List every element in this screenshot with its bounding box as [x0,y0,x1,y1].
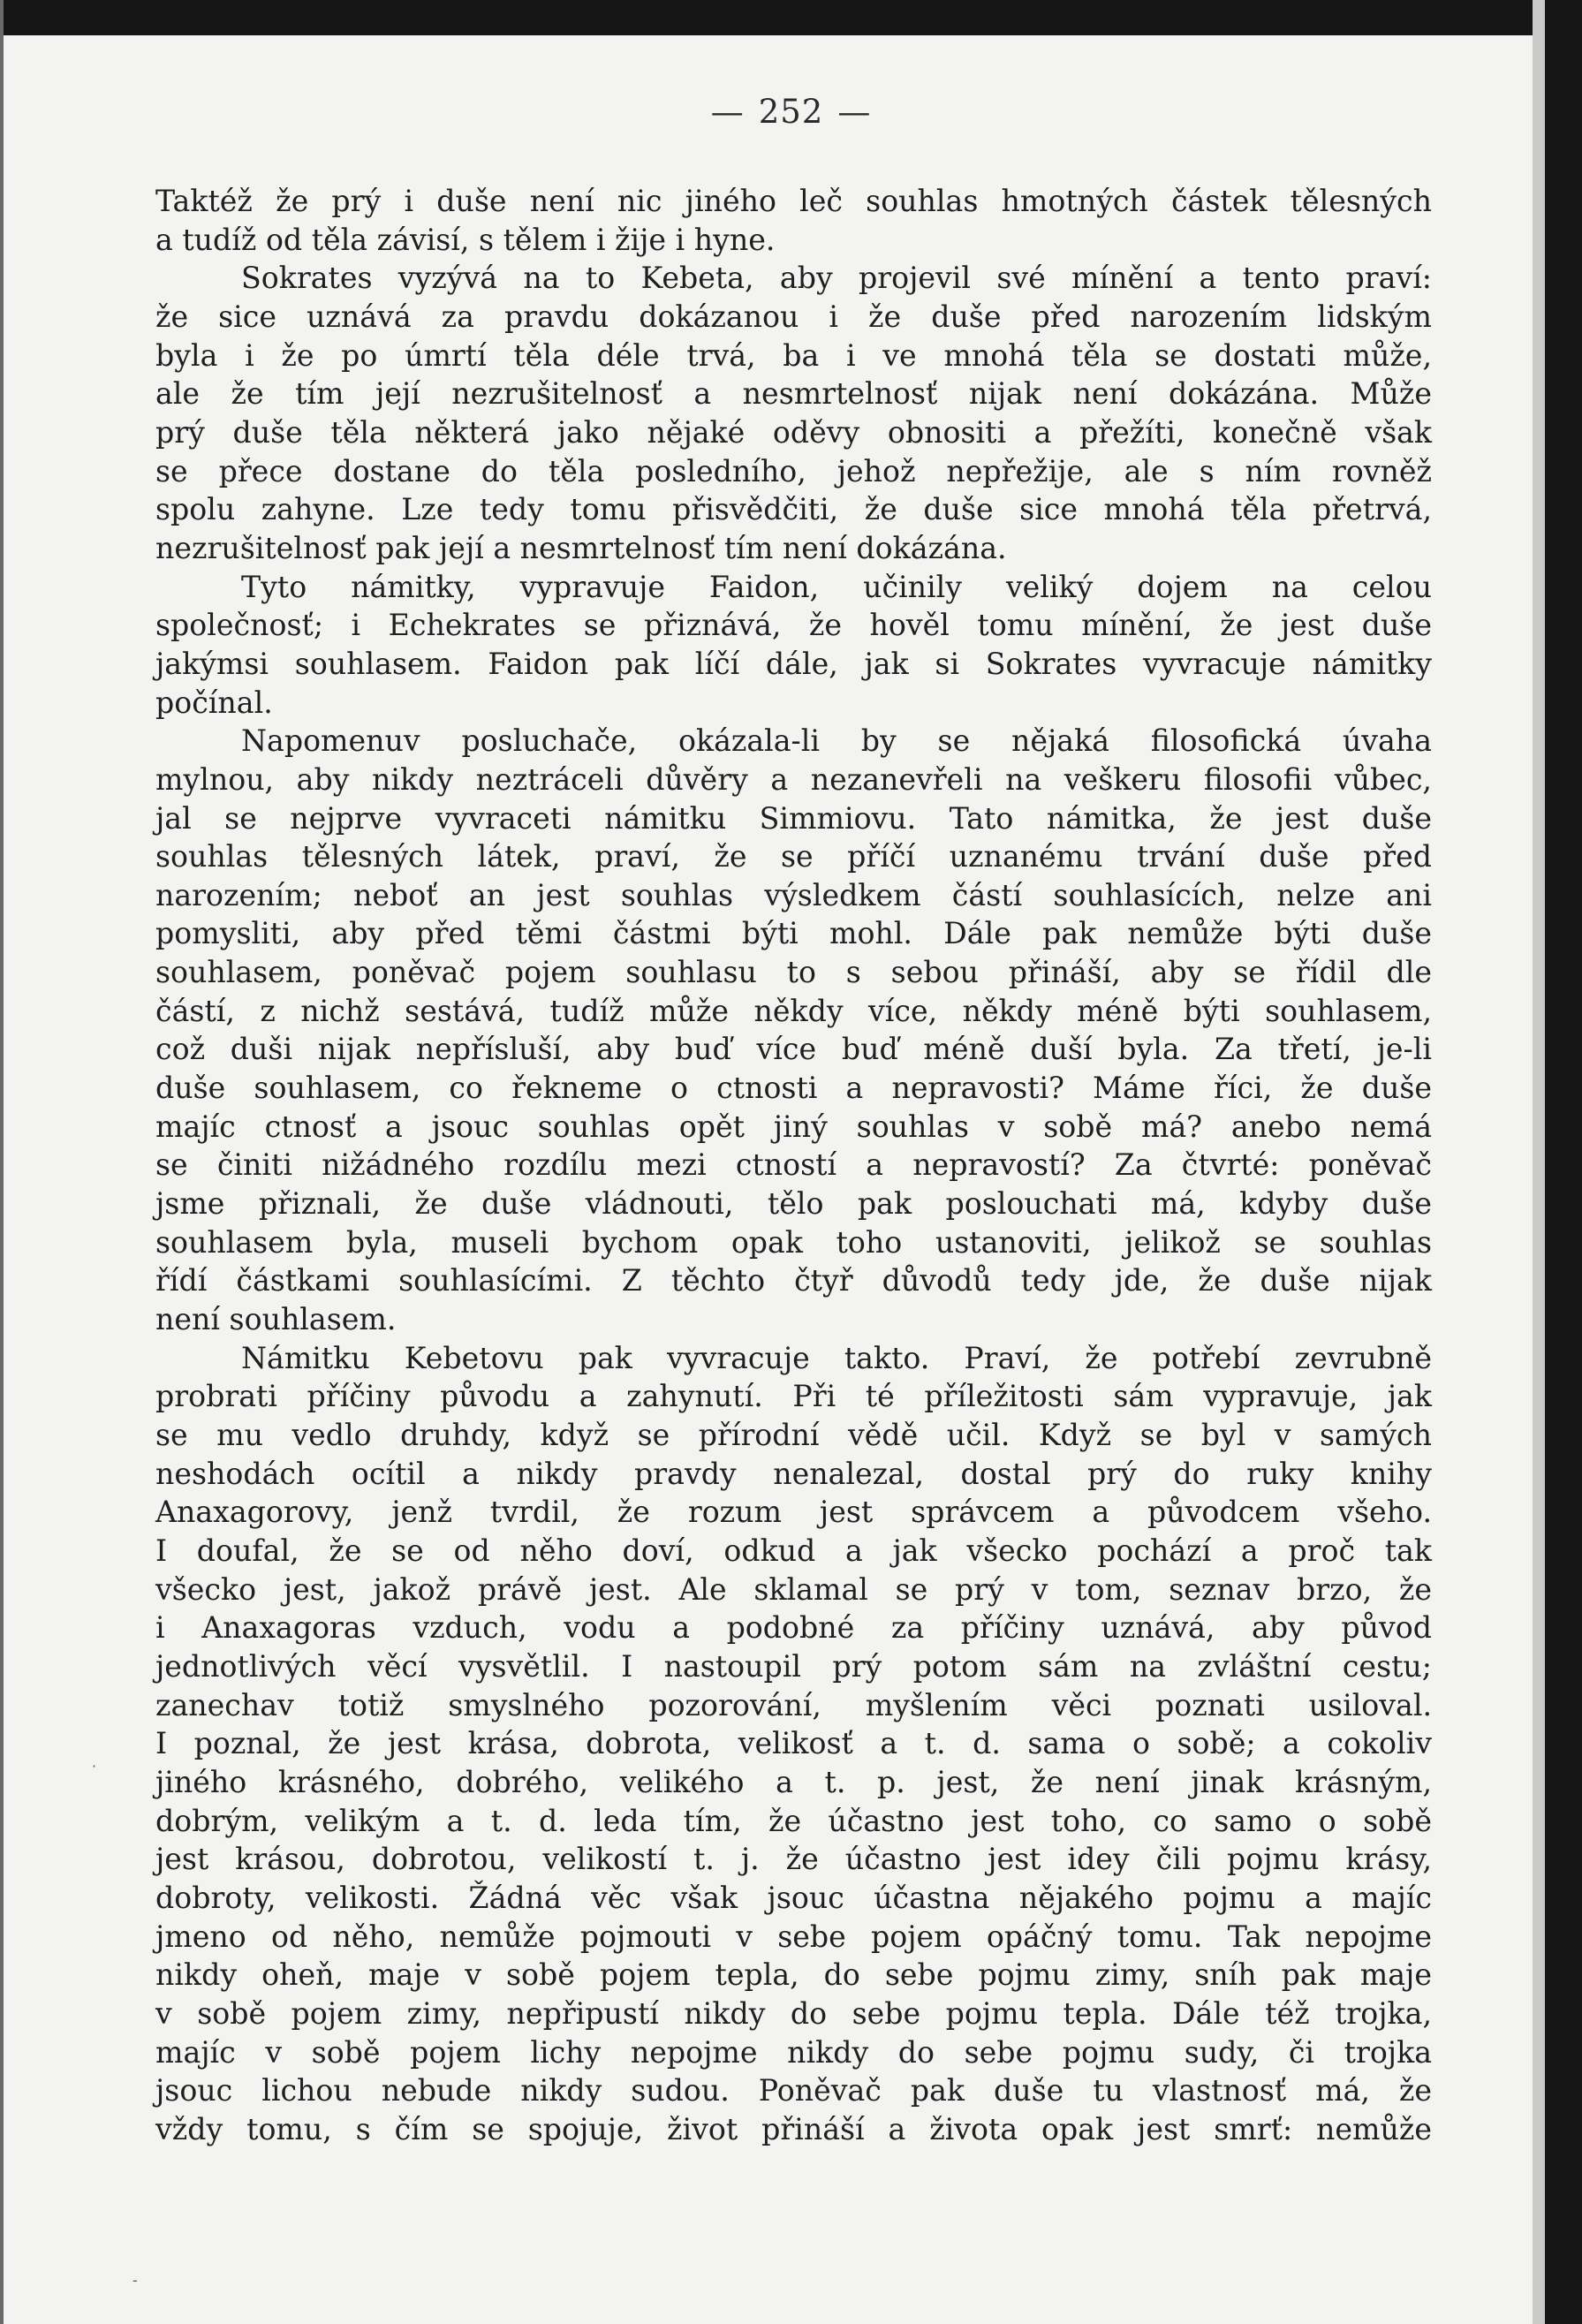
text-line: jsouc lichou nebude nikdy sudou. Poněvač pak duše tu vlastnosť má, že [155,2073,1432,2108]
text-line: duše souhlasem, co řekneme o ctnosti a nepravosti? Máme říci, že duše [155,1071,1432,1106]
text-line: se mu vedlo druhdy, když se přírodní vědě učil. Když se byl v samých [155,1418,1432,1452]
text-line: mylnou, aby nikdy neztráceli důvěry a nezanevřeli na veškeru filosofii vůbec, [155,761,1432,797]
text-line: jest krásou, dobrotou, velikostí t. j. že účastno jest idey čili pojmu krásy, [155,1842,1432,1877]
scan-speck: · [92,1758,97,1775]
text-line: jakýmsi souhlasem. Faidon pak líčí dále, jak si Sokrates vyvracuje námitky [155,646,1432,681]
text-line: řídí částkami souhlasícími. Z těchto čtyř důvodů tedy jde, že duše nijak [155,1263,1432,1298]
text-line: není souhlasem. [155,1302,397,1337]
text-line: souhlasem byla, museli bychom opak toho ustanoviti, jelikož se souhlas [155,1224,1432,1260]
paragraph [155,722,1432,1339]
text-line: souhlas tělesných látek, praví, že se příčí uznanému trvání duše před [155,839,1432,874]
text-line: ale že tím její nezrušitelnosť a nesmrtelnosť nijak není dokázána. Může [155,376,1432,412]
text-line: v sobě pojem zimy, nepřipustí nikdy do sebe pojmu tepla. Dále též trojka, [155,1995,1432,2031]
text-line: nezrušitelnosť pak její a nesmrtelnosť tím není dokázána. [155,530,1007,565]
text-line: neshodách ocítil a nikdy pravdy nenalezal, dostal prý do ruky knihy [155,1456,1432,1491]
text-line: všecko jest, jakož právě jest. Ale sklamal se prý v tom, seznav brzo, že [155,1571,1432,1607]
text-line: počínal. [155,685,273,720]
text-line: majíc ctnosť a jsouc souhlas opět jiný souhlas v sobě má? anebo nemá [155,1109,1432,1144]
text-line: že sice uznává za pravdu dokázanou i že duše před narozením lidským [155,299,1432,334]
text-line: jal se nejprve vyvraceti námitku Simmiovu. Tato námitka, že jest duše [155,800,1432,836]
paragraph [155,568,1432,723]
text-line: vždy tomu, s čím se spojuje, život přináší a života opak jest smrť: nemůže [155,2111,1432,2146]
text-line: spolu zahyne. Lze tedy tomu přisvědčiti, že duše sice mnohá těla přetrvá, [155,492,1432,527]
text-line: se činiti nižádného rozdílu mezi ctností a nepravostí? Za čtvrté: poněvač [155,1147,1432,1183]
text-line: Taktéž že prý i duše není nic jiného leč souhlas hmotných částek tělesných [155,184,1432,218]
text-line: dobrým, velikým a t. d. leda tím, že účastno jest toho, co samo o sobě [155,1803,1432,1838]
text-line: dobroty, velikosti. Žádná věc však jsouc účastna nějakého pojmu a majíc [155,1880,1432,1915]
text-line: se přece dostane do těla posledního, jehož nepřežije, ale s ním rovněž [155,453,1432,488]
scan-border-right-inner [1533,0,1545,2324]
text-line: což duši nijak nepřísluší, aby buď více buď méně duší byla. Za třetí, je-li [155,1032,1432,1067]
text-line: částí, z nichž sestává, tudíž může někdy více, někdy méně býti souhlasem, [155,993,1432,1028]
text-line: nikdy oheň, maje v sobě pojem tepla, do sebe pojmu zimy, sníh pak maje [155,1957,1432,1993]
scan-border-right [1545,0,1582,2324]
text-line: prý duše těla některá jako nějaké oděvy obnositi a přežíti, konečně však [155,414,1432,450]
text-line: jednotlivých věcí vysvětlil. I nastoupil prý potom sám na zvláštní cestu; [155,1648,1432,1684]
body-text [155,182,1432,2148]
text-line: byla i že po úmrtí těla déle trvá, ba i ve mnohá těla se dostati může, [155,337,1432,373]
text-line: pomysliti, aby před těmi částmi býti mohl. Dále pak nemůže býti duše [155,916,1432,951]
text-line: narozením; neboť an jest souhlas výsledkem částí souhlasících, nelze ani [155,877,1432,912]
text-line: Sokrates vyzývá na to Kebeta, aby projevil své mínění a tento praví: [241,261,1432,296]
text-line: a tudíž od těla závisí, s tělem i žije i hyne. [155,222,776,257]
paragraph [155,259,1432,567]
text-line: Námitku Kebetovu pak vyvracuje takto. Praví, že potřebí zevrubně [241,1340,1432,1375]
paragraph [155,1339,1432,2149]
header-dash-right: — [837,93,872,131]
page-header [0,93,1582,131]
text-line: Anaxagorovy, jenž tvrdil, že rozum jest správcem a původcem všeho. [155,1495,1432,1530]
text-line: I poznal, že jest krása, dobrota, velikosť a t. d. sama o sobě; a cokoliv [155,1726,1432,1761]
text-line: i Anaxagoras vzduch, vodu a podobné za příčiny uznává, aby původ [155,1610,1432,1646]
text-line: majíc v sobě pojem lichy nepojme nikdy do sebe pojmu sudy, či trojka [155,2034,1432,2070]
page-number: 252 [758,93,824,131]
text-line: zanechav totiž smyslného pozorování, myšlením věci poznati usiloval. [155,1687,1432,1722]
scan-speck: - [132,2272,138,2289]
text-line: probrati příčiny původu a zahynutí. Při té příležitosti sám vypravuje, jak [155,1379,1432,1414]
text-line: společnosť; i Echekrates se přiznává, že hověl tomu mínění, že jest duše [155,608,1432,643]
text-line: I doufal, že se od něho doví, odkud a jak všecko pochází a proč tak [155,1533,1432,1568]
paragraph [155,182,1432,259]
text-line: Tyto námitky, vypravuje Faidon, učinily veliký dojem na celou [241,569,1432,604]
scan-border-top [0,0,1582,35]
text-line: jsme přiznali, že duše vládnouti, tělo pak poslouchati má, kdyby duše [155,1186,1432,1222]
text-line: Napomenuv posluchače, okázala-li by se nějaká filosofická úvaha [241,723,1432,759]
text-line: jmeno od něho, nemůže pojmouti v sebe pojem opáčný tomu. Tak nepojme [155,1919,1432,1954]
text-line: jiného krásného, dobrého, velikého a t. p. jest, že není jinak krásným, [155,1764,1432,1799]
header-dash-left: — [710,93,745,131]
scan-border-left [0,0,4,2324]
text-line: souhlasem, poněvač pojem souhlasu to s sebou přináší, aby se řídil dle [155,955,1432,990]
